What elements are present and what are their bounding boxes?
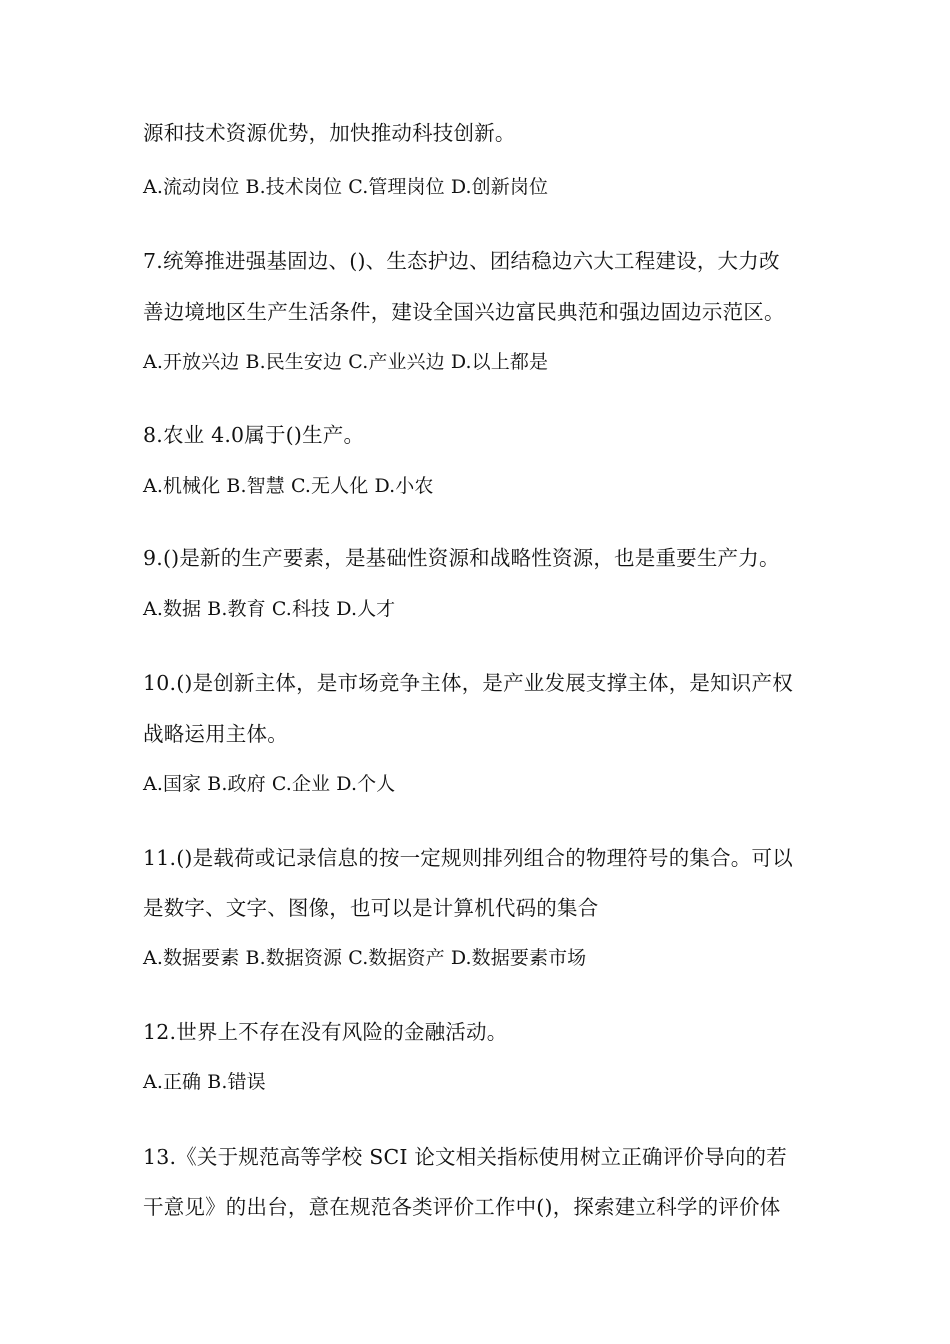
q8-options: A.机械化 B.智慧 C.无人化 D.小农	[143, 475, 434, 497]
intro-text: 源和技术资源优势，加快推动科技创新。	[143, 121, 516, 145]
q7-options: A.开放兴边 B.民生安边 C.产业兴边 D.以上都是	[143, 351, 549, 373]
q11-line-1: 11.()是载荷或记录信息的按一定规则排列组合的物理符号的集合。可以	[143, 846, 793, 870]
q11-line-2: 是数字、文字、图像，也可以是计算机代码的集合	[143, 896, 599, 920]
q12-line-1: 12.世界上不存在没有风险的金融活动。	[143, 1020, 508, 1044]
intro-options: A.流动岗位 B.技术岗位 C.管理岗位 D.创新岗位	[143, 176, 549, 198]
q10-line-1: 10.()是创新主体，是市场竞争主体，是产业发展支撑主体，是知识产权	[143, 671, 793, 695]
q13-line-1: 13.《关于规范高等学校 SCI 论文相关指标使用树立正确评价导向的若	[143, 1145, 787, 1169]
q10-line-2: 战略运用主体。	[143, 722, 288, 746]
q9-options: A.数据 B.教育 C.科技 D.人才	[143, 598, 396, 620]
q8-line-1: 8.农业 4.0属于()生产。	[143, 423, 365, 447]
q7-line-1: 7.统筹推进强基固边、()、生态护边、团结稳边六大工程建设，大力改	[143, 249, 780, 273]
q7-line-2: 善边境地区生产生活条件，建设全国兴边富民典范和强边固边示范区。	[143, 300, 785, 324]
q12-options: A.正确 B.错误	[143, 1071, 266, 1093]
q9-line-1: 9.()是新的生产要素，是基础性资源和战略性资源，也是重要生产力。	[143, 546, 780, 570]
q11-options: A.数据要素 B.数据资源 C.数据资产 D.数据要素市场	[143, 947, 587, 969]
q13-line-2: 干意见》的出台，意在规范各类评价工作中()，探索建立科学的评价体	[143, 1195, 781, 1219]
q10-options: A.国家 B.政府 C.企业 D.个人	[143, 773, 396, 795]
